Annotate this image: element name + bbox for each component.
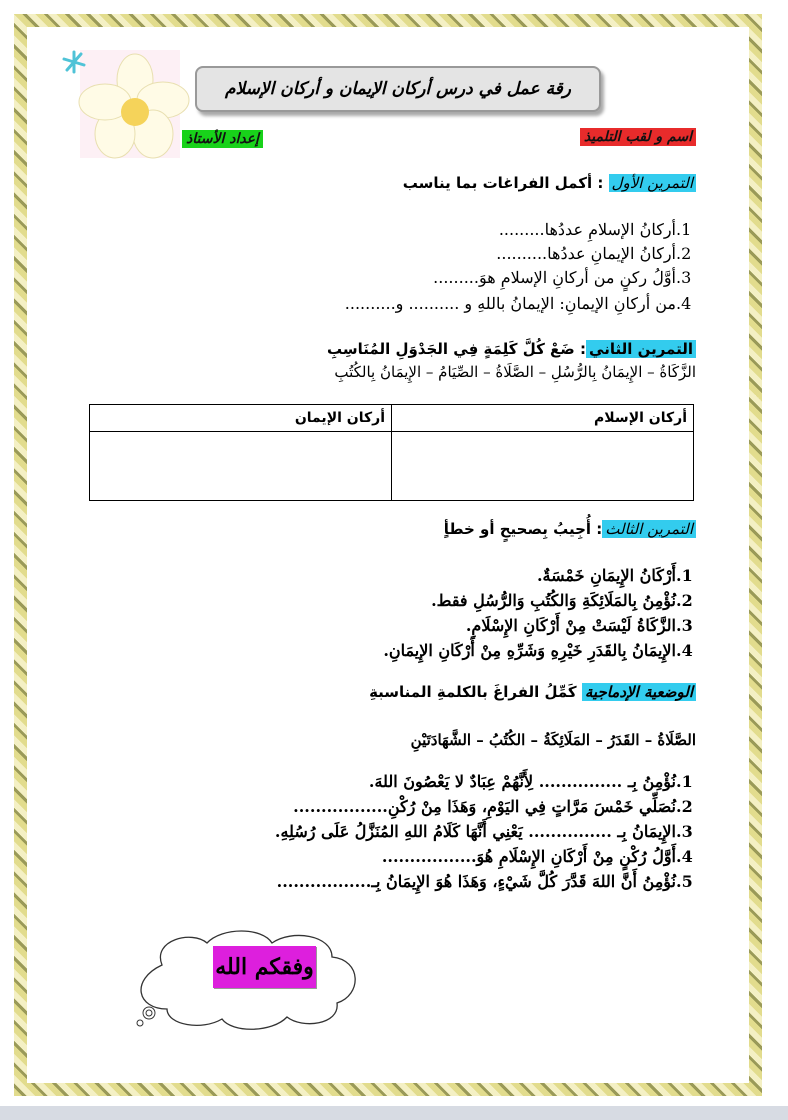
good-luck-text: وفقكم الله [213, 946, 316, 988]
integration-word-bank: الصَّلَاةُ – القَدَرُ – المَلَائِكَةُ – الكُتُبُ – الشَّهَادَتَيْنِ [410, 731, 696, 749]
teacher-label: إعداد الأستاذ [182, 130, 263, 148]
list-item: 3.أوَّلُ ركنٍ من أركانِ الإسلامِ هوَ......... [433, 268, 692, 287]
exercise1-label: التمرين الأول [609, 174, 696, 192]
exercise2-heading [327, 340, 696, 358]
student-name-label: اسم و لقب التلميذ [580, 128, 696, 146]
integration-instruction: كَمِّلُ الفراغَ بالكلمةِ المناسبةِ [369, 683, 577, 701]
integration-heading [369, 683, 696, 701]
list-item: 1.أركانُ الإسلامِ عددُها......... [498, 220, 692, 239]
worksheet-title: رقة عمل في درس أركان الإيمان و أركان الإسلام [195, 66, 601, 112]
exercise2-label: التمرين الثاني [586, 340, 696, 358]
exercise3-instruction: : أُجِيبُ بِصحيحٍ أو خطأٍ [443, 520, 603, 538]
list-item: 1.أَرْكَانُ الإِيمَانِ خَمْسَةٌ. [536, 566, 693, 585]
table-cell-islam[interactable] [392, 432, 694, 501]
exercise1-sep: : [592, 174, 609, 192]
list-item: 2.نُصَلِّي خَمْسَ مَرَّاتٍ فِي اليَوْمِ، وَهَذَا مِنْ رُكْنِ................. [293, 797, 693, 816]
list-item: 4.من أركانِ الإيمانِ: الإيمانُ باللهِ و .......... و.......... [344, 294, 692, 313]
list-item: 2.نُؤْمِنُ بِالمَلَائِكَةِ وَالكُتُبِ وَالرُّسُلِ فقط. [431, 591, 693, 610]
exercise1-heading [403, 174, 696, 192]
exercise3-heading [444, 520, 696, 538]
list-item: 4.الإِيمَانُ بِالقَدَرِ خَيْرِهِ وَشَرِّهِ مِنْ أَرْكَانِ الإِيمَانِ. [383, 641, 693, 660]
table-header-iman: أركان الإيمان [90, 405, 392, 432]
exercise2-word-bank: الزَّكَاةُ – الإِيمَانُ بِالرُّسُلِ – الصَّلَاةُ – الصِّيَامُ – الإِيمَانُ بِالكُتُبِ [334, 363, 696, 381]
integration-label: الوضعية الإدماجية [582, 683, 696, 701]
list-item: 3.الزَّكَاةُ لَيْسَتْ مِنْ أَرْكَانِ الإِسْلَامِ. [465, 616, 693, 635]
list-item: 5.نُؤْمِنُ أَنَّ اللهَ قَدَّرَ كُلَّ شَيْءٍ، وَهَذَا هُوَ الإِيمَانُ بِـ................. [276, 872, 693, 891]
table-cell-iman[interactable] [90, 432, 392, 501]
list-item: 4.أَوَّلُ رُكْنٍ مِنْ أَرْكَانِ الإِسْلَامِ هُوَ................. [381, 847, 693, 866]
list-item: 2.أركانُ الإيمانِ عددُها.......... [496, 244, 692, 263]
list-item: 1.نُؤْمِنُ بِـ ............... لِأَنَّهُمْ عِبَادٌ لا يَعْصُونَ اللهَ. [368, 772, 693, 791]
list-item: 3.الإِيمَانُ بِـ ............... يَعْنِي أَنَّهَا كَلَامُ اللهِ المُنَزَّلُ عَلَى رُسُلِهِ. [274, 822, 693, 841]
daisy-flower-icon [60, 42, 190, 162]
exercise3-label: التمرين الثالث [602, 520, 696, 538]
table-header-islam: أركان الإسلام [392, 405, 694, 432]
exercise2-instruction: : ضَعْ كُلَّ كَلِمَةٍ فِي الجَدْوَلِ المُنَاسِبِ [327, 340, 587, 358]
sorting-table [89, 404, 694, 501]
exercise1-instruction: أكمل الفراغات بما يناسب [402, 174, 593, 192]
